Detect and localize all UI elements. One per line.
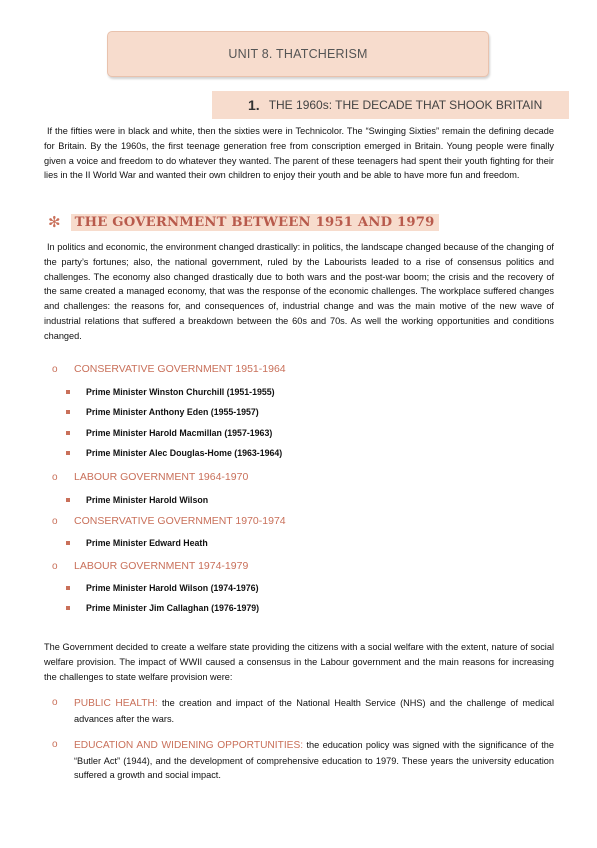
circle-bullet-icon: o	[52, 560, 58, 572]
section-heading	[212, 91, 569, 119]
prime-minister-item: Prime Minister Harold Wilson	[66, 494, 208, 506]
circle-bullet-icon: o	[52, 471, 58, 483]
government-group	[52, 559, 248, 573]
government-group	[52, 514, 286, 528]
unit-title: UNIT 8. THATCHERISM	[228, 47, 368, 61]
prime-minister-item: Prime Minister Harold Wilson (1974-1976)	[66, 582, 259, 594]
circle-bullet-icon: o	[52, 697, 58, 708]
circle-bullet-icon: o	[52, 515, 58, 527]
square-bullet-icon	[66, 410, 70, 414]
circle-bullet-icon: o	[52, 739, 58, 750]
government-paragraph: In politics and economic, the environment changed drastically: in politics, the landscape changed because of the changing of the party’s fortunes; also, the national government, ruled by the Labourists leaded to a rise of consensus politics and challenges. The economy also changed drastically due to both wars and the post-war boom; the crisis and the recovery of the same created a managed economy, that was the response of the economic challenges. The workplace suffered changes and challenges: the reasons for, and consequences of, industrial change and was the main motive of the new wave of industrial relations that suffered a breakdown between the 60s and 70s. As well the working opportunities and conditions changed.	[44, 242, 554, 341]
government-group	[52, 362, 286, 376]
prime-minister-item: Prime Minister Winston Churchill (1951-1955)	[66, 386, 275, 398]
square-bullet-icon	[66, 390, 70, 394]
intro-paragraph: If the fifties were in black and white, then the sixties were in Technicolor. The “Swinging Sixties” remain the defining decade for Britain. By the 1960s, the first teenage generation free from conscription emerged in Britain. Young people were finally given a voice and freedom to do whatever they wanted. The parent of these teenagers had spent their youth fighting for their lies in the II World War and wanted their own children to enjoy their youth and be able to have more fun and freedom.	[44, 126, 554, 181]
snowflake-icon: ✻	[48, 214, 61, 231]
unit-title-box	[107, 31, 489, 77]
reason-title: EDUCATION AND WIDENING OPPORTUNITIES:	[74, 740, 304, 751]
prime-minister-item: Prime Minister Anthony Eden (1955-1957)	[66, 406, 259, 418]
circle-bullet-icon: o	[52, 363, 58, 375]
reason-text: the creation and impact of the National Health Service (NHS) and the challenge of medical advances after the wars.	[74, 698, 554, 724]
government-heading-title: THE GOVERNMENT BETWEEN 1951 AND 1979	[71, 214, 439, 231]
government-title: CONSERVATIVE GOVERNMENT 1951-1964	[74, 363, 286, 375]
prime-minister-item: Prime Minister Edward Heath	[66, 537, 208, 549]
square-bullet-icon	[66, 586, 70, 590]
welfare-reason-item	[52, 696, 554, 726]
section-number: 1.	[248, 97, 260, 113]
square-bullet-icon	[66, 431, 70, 435]
square-bullet-icon	[66, 541, 70, 545]
government-group	[52, 470, 248, 484]
welfare-paragraph: The Government decided to create a welfare state providing the citizens with a social welfare with the extent, nature of social welfare provision. The impact of WWII caused a consensus in the Labour government and the main reasons for increasing the challenges to state welfare provision were:	[44, 642, 554, 682]
reason-text: the education policy was signed with the significance of the “Butler Act” (1944), and the development of comprehensive education to 1979. These years the university education suffered a growth and social impact.	[74, 740, 554, 780]
square-bullet-icon	[66, 451, 70, 455]
reason-title: PUBLIC HEALTH:	[74, 698, 158, 709]
government-heading	[48, 211, 439, 233]
square-bullet-icon	[66, 606, 70, 610]
government-title: LABOUR GOVERNMENT 1964-1970	[74, 471, 249, 483]
prime-minister-item: Prime Minister Alec Douglas-Home (1963-1964)	[66, 447, 282, 459]
prime-minister-item: Prime Minister Harold Macmillan (1957-1963)	[66, 427, 272, 439]
square-bullet-icon	[66, 498, 70, 502]
government-title: CONSERVATIVE GOVERNMENT 1970-1974	[74, 515, 286, 527]
section-title: THE 1960s: THE DECADE THAT SHOOK BRITAIN	[268, 98, 543, 112]
welfare-reason-item	[52, 738, 554, 783]
government-title: LABOUR GOVERNMENT 1974-1979	[74, 560, 249, 572]
prime-minister-item: Prime Minister Jim Callaghan (1976-1979)	[66, 602, 259, 614]
